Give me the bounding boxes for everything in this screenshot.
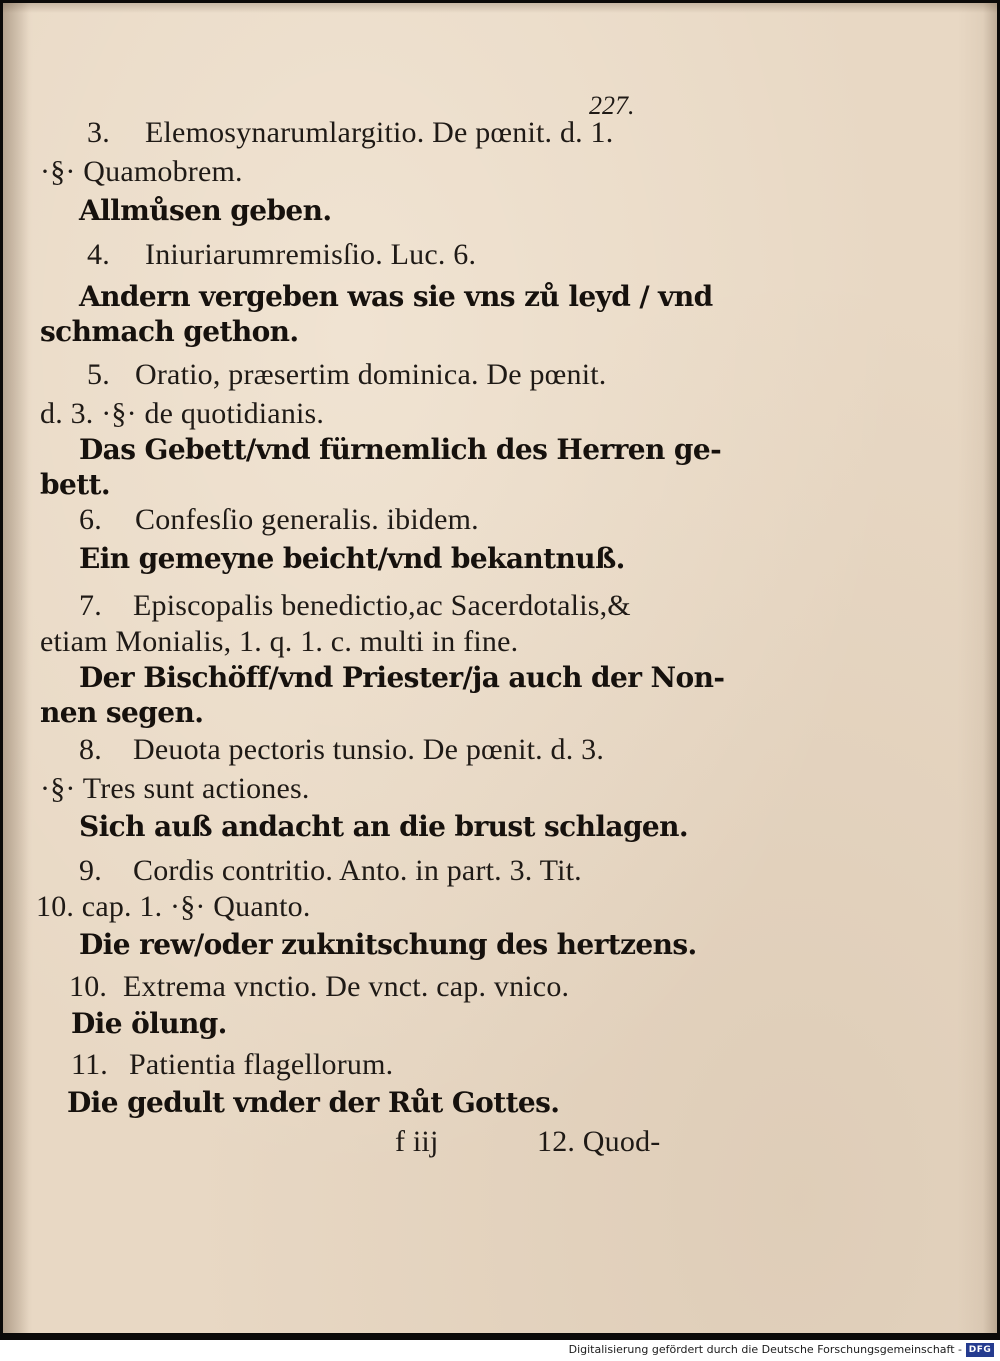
entry-7-latin	[79, 591, 631, 621]
entry-10-latin	[69, 972, 569, 1002]
entry-number: 11.	[71, 1048, 108, 1081]
digitization-footer	[0, 1340, 1000, 1361]
funding-credit: Digitalisierung gefördert durch die Deutsche Forschungsgemeinschaft -	[568, 1343, 962, 1356]
entry-text: Elemosynarumlargitio. De pœnit. d. 1.	[145, 116, 614, 149]
entry-number: 5.	[87, 358, 110, 391]
entry-9-reference	[36, 892, 311, 922]
entry-7-reference	[40, 627, 518, 657]
entry-text: Confesſio generalis. ibidem.	[135, 503, 479, 536]
folio-number: 227.	[589, 91, 635, 120]
entry-text: Das Gebett/vnd fürnemlich des Herren ge-	[79, 433, 722, 466]
entry-number: 3.	[87, 116, 110, 149]
dfg-logo: DFG	[966, 1343, 994, 1357]
entry-11-latin	[71, 1050, 393, 1080]
entry-number: 9.	[79, 854, 102, 887]
entry-text: Oratio, præsertim dominica. De pœnit.	[135, 358, 607, 391]
entry-7-german-2	[40, 696, 204, 729]
entry-text: Deuota pectoris tunsio. De pœnit. d. 3.	[133, 733, 605, 766]
entry-3-latin	[87, 118, 613, 148]
entry-text: Andern vergeben was sie vns zů leyd / vnd	[79, 280, 713, 313]
entry-text: schmach gethon.	[40, 315, 299, 348]
entry-5-latin	[87, 360, 606, 390]
entry-8-latin	[79, 735, 604, 765]
entry-text: Extrema vnctio. De vnct. cap. vnico.	[123, 970, 570, 1003]
entry-10-german	[71, 1007, 227, 1040]
entry-4-german-2	[40, 315, 299, 348]
entry-text: Die ölung.	[71, 1007, 227, 1040]
entry-text: Die gedult vnder der Růt Gottes.	[67, 1086, 560, 1119]
entry-number: 7.	[79, 589, 102, 622]
entry-text: ·§· Quamobrem.	[40, 155, 243, 188]
page-edge-top	[3, 3, 997, 13]
entry-text: Der Bischöff/vnd Priester/ja auch der Non-	[79, 661, 725, 694]
entry-number: 6.	[79, 503, 102, 536]
entry-6-latin	[79, 505, 479, 535]
entry-8-reference	[40, 774, 310, 804]
entry-text: d. 3. ·§· de quotidianis.	[40, 397, 325, 430]
entry-text: Episcopalis benedictio,ac Sacerdotalis,&	[133, 589, 631, 622]
entry-text: Sich auß andacht an die brust schlagen.	[79, 810, 689, 843]
entry-5-german-2	[40, 468, 111, 501]
entry-7-german-1	[79, 661, 725, 694]
entry-text: Cordis contritio. Anto. in part. 3. Tit.	[133, 854, 582, 887]
entry-3-german	[79, 194, 332, 227]
entry-text: Iniuriarumremisſio. Luc. 6.	[145, 238, 477, 271]
entry-text: Patientia flagellorum.	[129, 1048, 394, 1081]
entry-5-german-1	[79, 433, 722, 466]
entry-text: nen segen.	[40, 696, 204, 729]
entry-8-german	[79, 810, 689, 843]
entry-9-german	[79, 928, 697, 961]
entry-text: etiam Monialis, 1. q. 1. c. multi in fine.	[40, 625, 519, 658]
entry-text: Die rew/oder zuknitschung des hertzens.	[79, 928, 697, 961]
catchword: 12. Quod-	[537, 1125, 661, 1158]
gutter-shadow	[3, 3, 29, 1333]
entry-5-reference	[40, 399, 324, 429]
book-page	[3, 3, 997, 1333]
entry-3-reference	[40, 157, 243, 187]
entry-9-latin	[79, 856, 582, 886]
entry-number: 10.	[69, 970, 108, 1003]
page-edge-right	[983, 3, 997, 1333]
entry-text: 10. cap. 1. ·§· Quanto.	[36, 890, 311, 923]
entry-text: ·§· Tres sunt actiones.	[40, 772, 310, 805]
entry-6-german	[79, 542, 625, 575]
entry-text: Ein gemeyne beicht/vnd bekantnuß.	[79, 542, 625, 575]
entry-4-latin	[87, 240, 476, 270]
entry-text: bett.	[40, 468, 111, 501]
entry-11-german	[67, 1086, 560, 1119]
entry-number: 4.	[87, 238, 110, 271]
entry-number: 8.	[79, 733, 102, 766]
signature-mark: f iij	[395, 1125, 439, 1158]
entry-text: Allmůsen geben.	[79, 194, 332, 227]
entry-4-german-1	[79, 280, 713, 313]
